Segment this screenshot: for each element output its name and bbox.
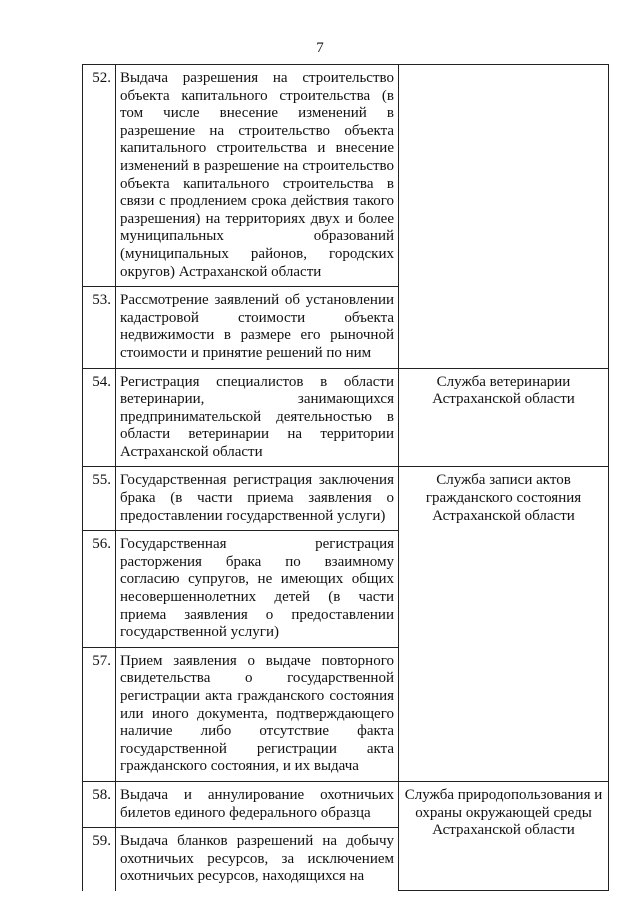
page-number: 7	[316, 40, 324, 56]
service-description: Государственная регистрация расторжения брака по взаимному согласию супругов, не имеющих общих несовершеннолетних детей (в части приема заявления о предоставлении государственной услуги)	[116, 531, 399, 648]
agency-name: Служба природопользования и охраны окружающей среды Астраханской области	[399, 781, 609, 890]
agency-name: Служба ветеринарии Астраханской области	[399, 368, 609, 467]
table-row	[83, 467, 609, 531]
row-number: 57.	[83, 647, 116, 781]
service-description: Выдача разрешения на строительство объекта капитального строительства (в том числе внесение изменений в разрешение на строительство объекта капитального строительства и внесение изменений в разрешение на строительство объекта капитального строительства в связи с продлением срока действия такого разрешения) на территориях двух и более муниципальных образований (муниципальных районов, городских округов) Астраханской области	[116, 65, 399, 287]
row-number: 52.	[83, 65, 116, 287]
service-description: Прием заявления о выдаче повторного свидетельства о государственной регистрации акта гражданского состояния или иного документа, подтверждающего наличие либо отсутствие факта государственной регистрации акта гражданского состояния, и их выдача	[116, 647, 399, 781]
service-description: Выдача и аннулирование охотничьих билетов единого федерального образца	[116, 781, 399, 827]
row-number: 55.	[83, 467, 116, 531]
row-number: 54.	[83, 368, 116, 467]
agency-cell-empty	[399, 65, 609, 369]
services-table	[82, 64, 609, 891]
row-number: 58.	[83, 781, 116, 827]
table-row	[83, 781, 609, 827]
service-description: Рассмотрение заявлений об установлении кадастровой стоимости объекта недвижимости в размере его рыночной стоимости и принятие решений по ним	[116, 287, 399, 368]
table-row	[83, 65, 609, 287]
row-number: 53.	[83, 287, 116, 368]
row-number: 56.	[83, 531, 116, 648]
service-description: Регистрация специалистов в области ветеринарии, занимающихся предпринимательской деятельностью в области ветеринарии на территории Астраханской области	[116, 368, 399, 467]
agency-name: Служба записи актов гражданского состояния Астраханской области	[399, 467, 609, 782]
table-row	[83, 368, 609, 467]
service-description: Государственная регистрация заключения брака (в части приема заявления о предоставлении государственной услуги)	[116, 467, 399, 531]
row-number: 59.	[83, 828, 116, 891]
service-description: Выдача бланков разрешений на добычу охотничьих ресурсов, за исключением охотничьих ресурсов, находящихся на	[116, 828, 399, 891]
